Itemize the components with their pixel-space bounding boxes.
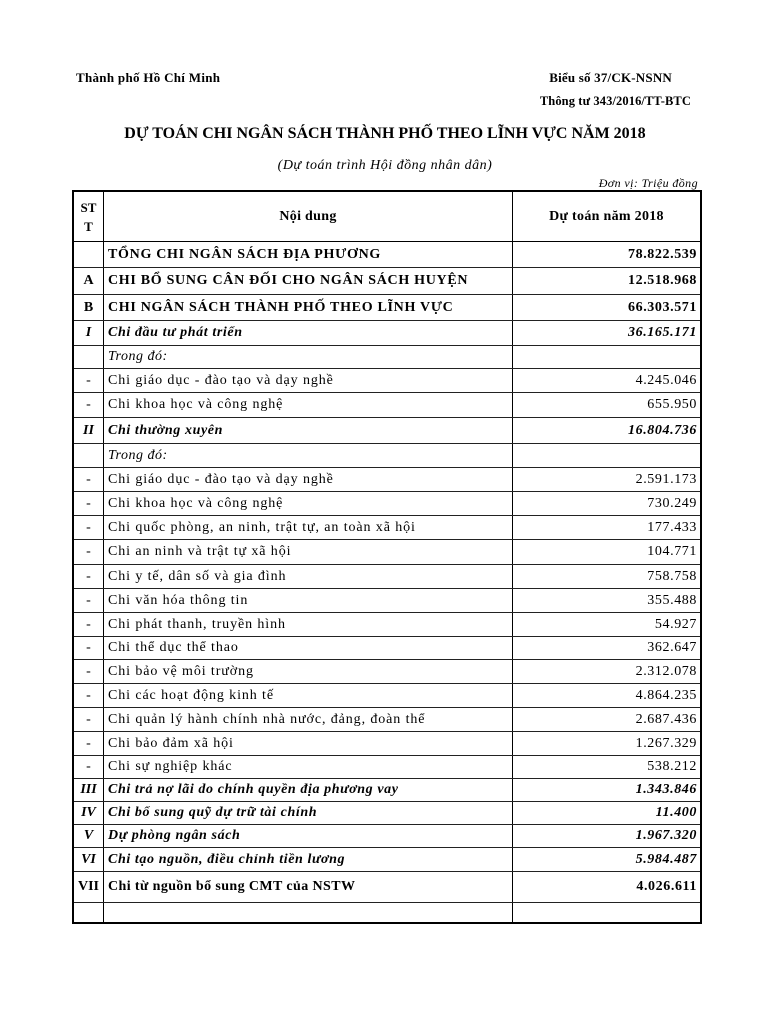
row-content: Chi tạo nguồn, điều chỉnh tiền lương	[104, 848, 513, 871]
document-subtitle: (Dự toán trình Hội đồng nhân dân)	[277, 158, 493, 173]
issuer-city: Thành phố Hồ Chí Minh	[76, 70, 221, 85]
row-stt: VII	[74, 872, 104, 902]
row-stt: III	[74, 779, 104, 801]
item-row	[74, 684, 700, 708]
row-content: Chi thể dục thể thao	[104, 637, 513, 659]
item-row	[74, 756, 700, 779]
item-row	[74, 637, 700, 660]
row-stt: -	[74, 613, 104, 636]
row-value	[513, 346, 700, 368]
row-value: 655.950	[647, 397, 697, 412]
group-row	[74, 418, 700, 444]
empty-cell	[74, 903, 104, 922]
item-row	[74, 369, 700, 393]
group-row	[74, 802, 700, 825]
document-title: DỰ TOÁN CHI NGÂN SÁCH THÀNH PHỐ THEO LĨNH VỰC NĂM 2018	[124, 125, 646, 142]
total-row	[74, 242, 700, 268]
item-row	[74, 708, 700, 732]
item-row	[74, 589, 700, 613]
row-value: 4.864.235	[635, 687, 697, 703]
row-content: CHI BỔ SUNG CÂN ĐỐI CHO NGÂN SÁCH HUYỆN	[104, 268, 513, 294]
table-header-row	[74, 192, 700, 242]
row-value: 2.591.173	[635, 471, 697, 487]
row-stt: II	[74, 418, 104, 443]
row-content: Chi giáo dục - đào tạo và dạy nghề	[104, 468, 513, 491]
item-row	[74, 516, 700, 540]
row-value: 362.647	[647, 640, 697, 655]
row-stt: I	[74, 321, 104, 345]
row-content: Dự phòng ngân sách	[104, 825, 513, 847]
row-stt: -	[74, 756, 104, 778]
row-stt: -	[74, 393, 104, 417]
row-value: 16.804.736	[628, 422, 697, 438]
row-content: Trong đó:	[104, 444, 513, 467]
row-stt: -	[74, 468, 104, 491]
row-stt: -	[74, 589, 104, 612]
row-content: Chi bổ sung quỹ dự trữ tài chính	[104, 802, 513, 824]
row-value: 758.758	[647, 568, 697, 584]
header-value: Dự toán năm 2018	[549, 208, 664, 224]
section-row	[74, 295, 700, 321]
section-row	[74, 268, 700, 295]
row-stt	[74, 346, 104, 368]
row-content: Chi đầu tư phát triển	[104, 321, 513, 345]
row-content: Chi sự nghiệp khác	[104, 756, 513, 778]
note-row	[74, 444, 700, 468]
row-content: Chi trả nợ lãi do chính quyền địa phương vay	[104, 779, 513, 801]
row-stt: -	[74, 369, 104, 392]
row-content: Chi từ nguồn bổ sung CMT của NSTW	[104, 872, 513, 902]
row-value: 4.026.611	[636, 879, 697, 894]
row-value: 12.518.968	[628, 273, 697, 288]
row-content: Chi bảo đảm xã hội	[104, 732, 513, 755]
row-value: 5.984.487	[635, 851, 697, 867]
row-value: 78.822.539	[628, 246, 697, 262]
row-stt: B	[74, 295, 104, 320]
header-content: Nội dung	[104, 192, 513, 241]
item-row	[74, 660, 700, 684]
group-row	[74, 779, 700, 802]
row-stt: VI	[74, 848, 104, 871]
item-row	[74, 393, 700, 418]
row-value: 4.245.046	[635, 372, 697, 388]
row-stt	[74, 242, 104, 267]
row-content: Chi quản lý hành chính nhà nước, đảng, đoàn thể	[104, 708, 513, 731]
row-stt: -	[74, 565, 104, 588]
item-row	[74, 565, 700, 589]
row-stt: -	[74, 660, 104, 683]
row-value: 11.400	[655, 805, 697, 820]
row-value: 730.249	[647, 495, 697, 511]
row-stt: V	[74, 825, 104, 847]
row-value: 1.967.320	[635, 828, 697, 843]
row-content: Chi giáo dục - đào tạo và dạy nghề	[104, 369, 513, 392]
section-row	[74, 872, 700, 903]
row-value: 177.433	[647, 519, 697, 535]
row-content: TỔNG CHI NGÂN SÁCH ĐỊA PHƯƠNG	[104, 242, 513, 267]
row-content: Chi phát thanh, truyền hình	[104, 613, 513, 636]
item-row	[74, 732, 700, 756]
row-stt: -	[74, 684, 104, 707]
row-stt: IV	[74, 802, 104, 824]
row-content: Chi quốc phòng, an ninh, trật tự, an toàn xã hội	[104, 516, 513, 539]
row-stt: -	[74, 732, 104, 755]
row-content: Trong đó:	[104, 346, 513, 368]
row-value: 36.165.171	[628, 325, 697, 340]
form-number: Biểu số 37/CK-NSNN	[549, 70, 672, 85]
row-stt: -	[74, 492, 104, 515]
row-content: Chi các hoạt động kinh tế	[104, 684, 513, 707]
item-row	[74, 613, 700, 637]
empty-cell	[513, 903, 700, 922]
row-value: 2.312.078	[635, 663, 697, 679]
header-stt: STT	[80, 199, 97, 234]
row-value: 54.927	[654, 616, 697, 632]
row-value: 104.771	[647, 544, 697, 559]
note-row	[74, 346, 700, 369]
row-content: Chi thường xuyên	[104, 418, 513, 443]
row-value: 66.303.571	[628, 299, 697, 315]
row-stt: A	[74, 268, 104, 294]
group-row	[74, 321, 700, 346]
row-content: Chi khoa học và công nghệ	[104, 492, 513, 515]
item-row	[74, 468, 700, 492]
unit-note: Đơn vị: Triệu đồng	[598, 176, 698, 190]
empty-cell	[104, 903, 513, 922]
item-row	[74, 540, 700, 565]
row-value: 355.488	[647, 592, 697, 608]
row-stt: -	[74, 708, 104, 731]
row-content: CHI NGÂN SÁCH THÀNH PHỐ THEO LĨNH VỰC	[104, 295, 513, 320]
row-content: Chi bảo vệ môi trường	[104, 660, 513, 683]
row-content: Chi an ninh và trật tự xã hội	[104, 540, 513, 564]
empty-row	[74, 903, 700, 922]
row-stt: -	[74, 516, 104, 539]
item-row	[74, 492, 700, 516]
row-content: Chi y tế, dân số và gia đình	[104, 565, 513, 588]
budget-table	[72, 190, 702, 924]
row-value: 1.267.329	[635, 735, 697, 751]
group-row	[74, 825, 700, 848]
row-stt: -	[74, 540, 104, 564]
group-row	[74, 848, 700, 872]
row-stt	[74, 444, 104, 467]
row-content: Chi văn hóa thông tin	[104, 589, 513, 612]
circular-reference: Thông tư 343/2016/TT-BTC	[539, 94, 691, 108]
row-value: 1.343.846	[635, 782, 697, 797]
row-value: 2.687.436	[635, 711, 697, 727]
row-content: Chi khoa học và công nghệ	[104, 393, 513, 417]
row-value	[513, 444, 700, 467]
row-stt: -	[74, 637, 104, 659]
row-value: 538.212	[647, 759, 697, 774]
header-stt-cell	[74, 192, 104, 241]
